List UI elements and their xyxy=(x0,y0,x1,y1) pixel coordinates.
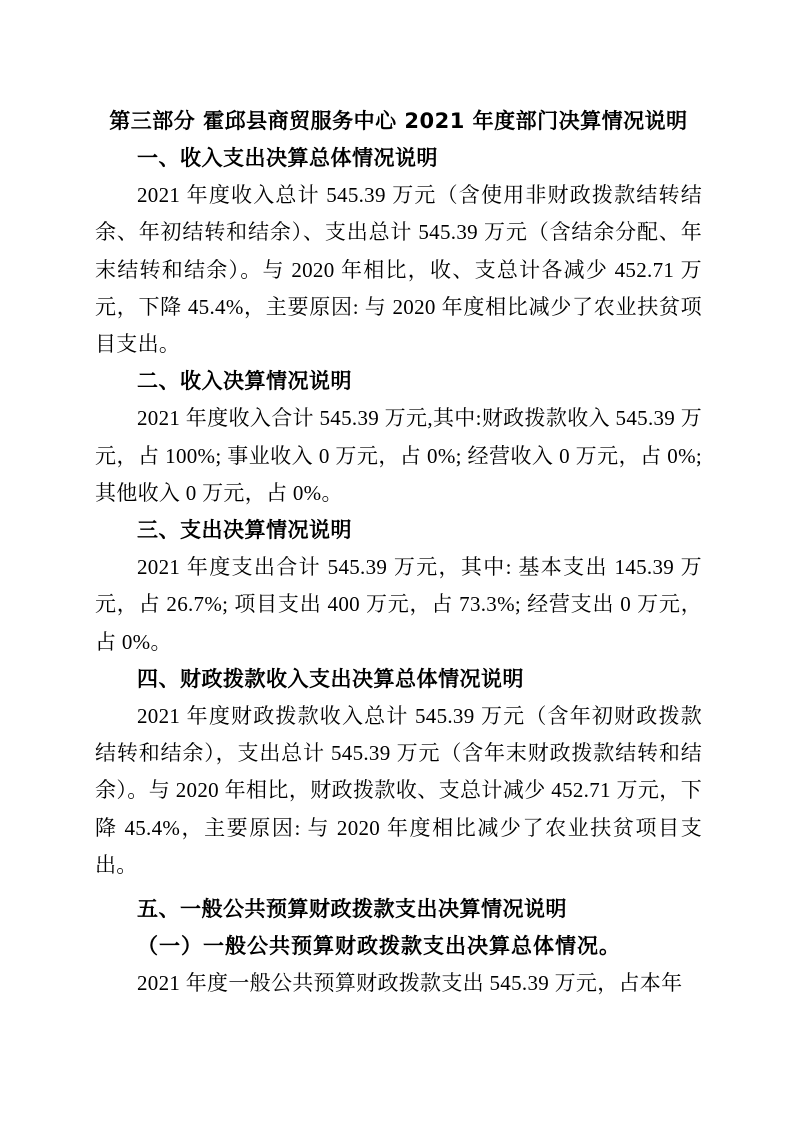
section-body-income-final-accounts: 2021 年度收入合计 545.39 万元,其中:财政拨款收入 545.39 万元，占 100%; 事业收入 0 万元，占 0%; 经营收入 0 万元，占 0%; 其他收入 0 万元，占 0%。 xyxy=(95,406,702,505)
document-content xyxy=(95,102,702,1003)
section-body-expenditure-final-accounts: 2021 年度支出合计 545.39 万元，其中: 基本支出 145.39 万元，占 26.7%; 项目支出 400 万元，占 73.3%; 经营支出 0 万元，占 0%。 xyxy=(95,555,702,654)
document-title: 第三部分 霍邱县商贸服务中心 2021 年度部门决算情况说明 xyxy=(109,109,688,133)
section-heading-general-public-budget: 五、一般公共预算财政拨款支出决算情况说明 xyxy=(137,897,567,922)
section-body-fiscal-appropriation-overview: 2021 年度财政拨款收入总计 545.39 万元（含年初财政拨款结转和结余），支出总计 545.39 万元（含年末财政拨款结转和结余）。与 2020 年相比，财政拨款收、支总计减少 452.71 万元，下降 45.4%，主要原因: 与 2020 年度相比减少了农业扶贫项目支出。 xyxy=(95,704,702,877)
section-heading-expenditure-final-accounts: 三、支出决算情况说明 xyxy=(137,518,352,543)
section-heading-income-final-accounts: 二、收入决算情况说明 xyxy=(137,369,352,394)
section-heading-income-expenditure-overview: 一、收入支出决算总体情况说明 xyxy=(137,146,438,170)
subsection-heading-general-public-budget-overall: （一）一般公共预算财政拨款支出决算总体情况。 xyxy=(137,934,621,959)
section-heading-fiscal-appropriation-overview: 四、财政拨款收入支出决算总体情况说明 xyxy=(137,666,524,691)
section-body-general-public-budget: 2021 年度一般公共预算财政拨款支出 545.39 万元，占本年 xyxy=(137,971,683,996)
section-body-income-expenditure-overview: 2021 年度收入总计 545.39 万元（含使用非财政拨款结转结余、年初结转和结余）、支出总计 545.39 万元（含结余分配、年末结转和结余）。与 2020 年相比，收、支总计各减少 452.71 万元，下降 45.4%，主要原因: 与 2020 年度相比减少了农业扶贫项目支出。 xyxy=(95,183,702,357)
